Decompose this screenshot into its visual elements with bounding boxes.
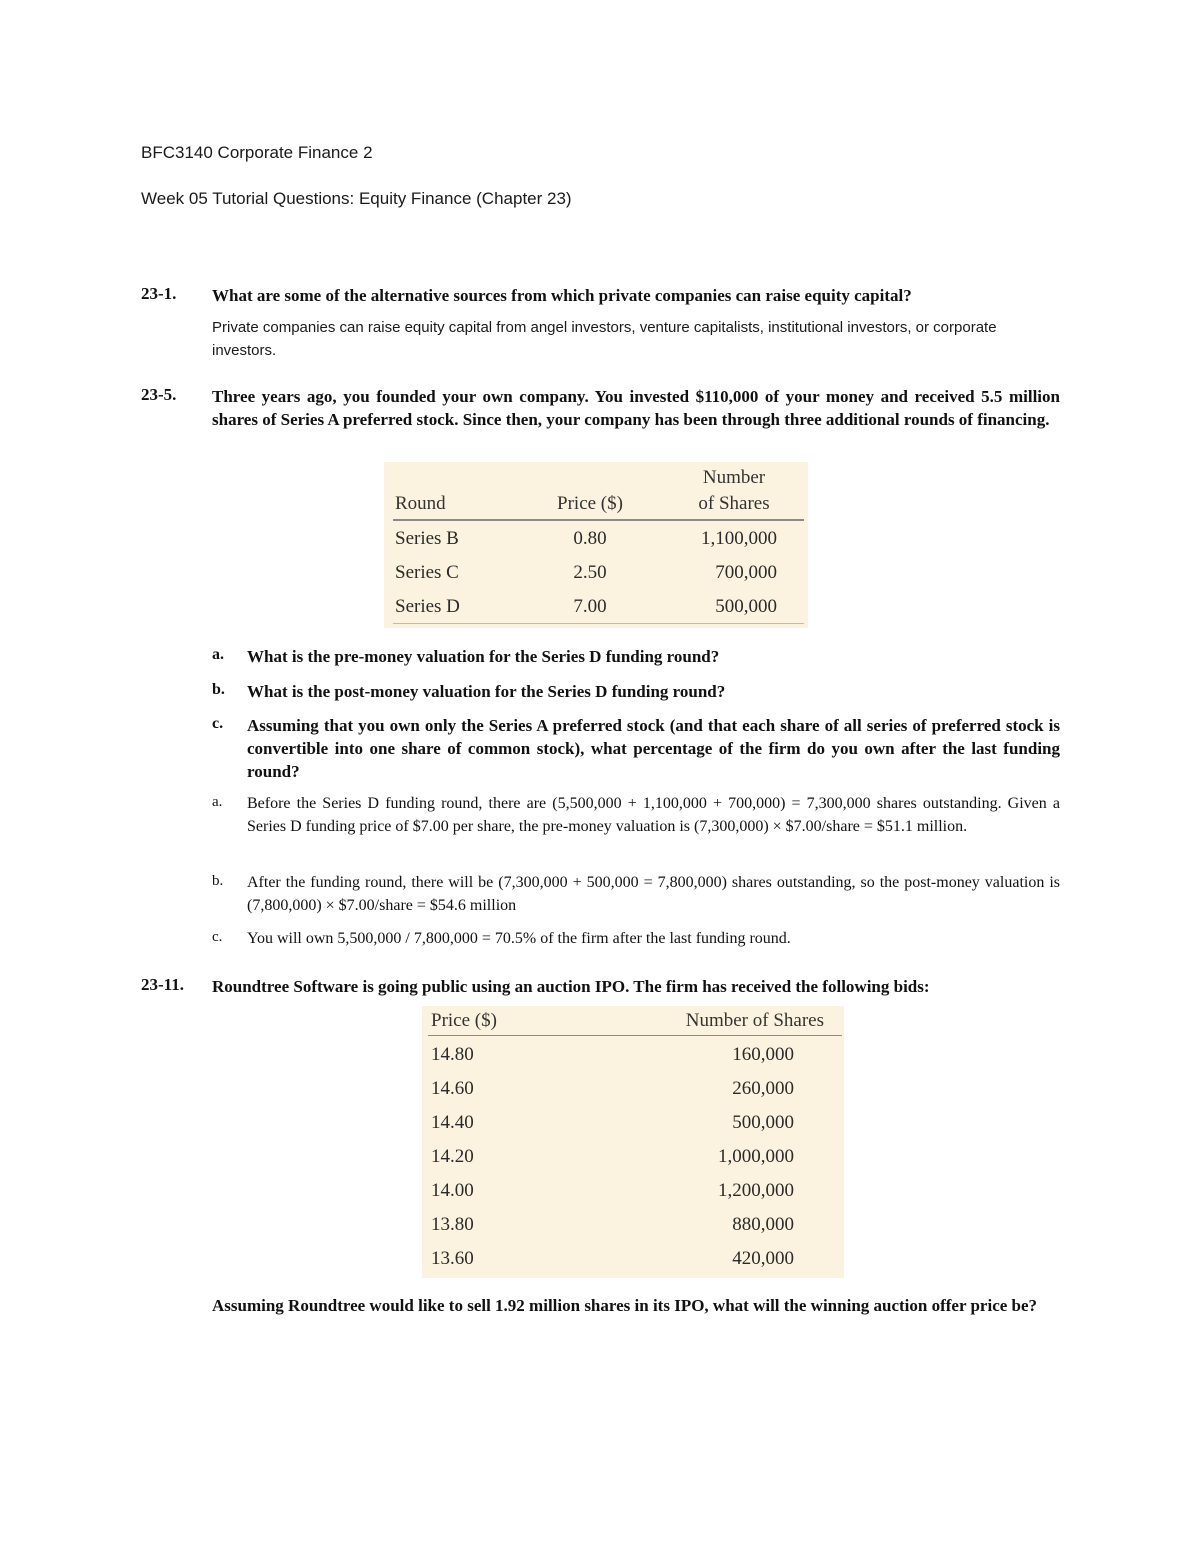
header-shares: Number of Shares	[685, 1010, 824, 1031]
question-23-11-text: Roundtree Software is going public using an auction IPO. The firm has received the following bids:	[212, 977, 930, 996]
row-round: Series D	[395, 596, 460, 617]
row-price: 2.50	[573, 562, 607, 583]
bid-price: 14.80	[431, 1044, 474, 1065]
bid-price: 14.00	[431, 1180, 474, 1201]
answer-c-text: You will own 5,500,000 / 7,800,000 = 70.5% of the firm after the last funding round.	[247, 930, 791, 947]
row-price: 0.80	[573, 528, 607, 549]
course-title: BFC3140 Corporate Finance 2	[141, 143, 373, 162]
bottom-rule	[393, 623, 804, 624]
row-round: Series C	[395, 562, 459, 583]
question-number-23-11: 23-11.	[141, 975, 184, 994]
bid-shares: 880,000	[732, 1214, 794, 1235]
header-rule	[393, 519, 804, 521]
bid-shares: 160,000	[732, 1044, 794, 1065]
question-number-23-5: 23-5.	[141, 385, 177, 404]
financing-rounds-table	[384, 462, 808, 628]
answer-23-1-text: Private companies can raise equity capital from angel investors, venture capitalists, institutional investors, or corporate investors.	[212, 319, 997, 359]
part-a-letter: a.	[212, 646, 224, 663]
header-shares-line1: Number	[702, 467, 766, 488]
part-c-text: Assuming that you own only the Series A preferred stock (and that each share of all series of preferred stock is convertible into one share of common stock), what percentage of the firm do you own after the last funding round?	[247, 716, 1060, 781]
question-23-11-followup: Assuming Roundtree would like to sell 1.92 million shares in its IPO, what will the winning auction offer price be?	[212, 1296, 1038, 1315]
bid-price: 14.60	[431, 1078, 474, 1099]
part-a-text: What is the pre-money valuation for the Series D funding round?	[247, 647, 720, 666]
header-price: Price ($)	[557, 493, 623, 514]
bid-price: 14.20	[431, 1146, 474, 1167]
header-price: Price ($)	[431, 1010, 497, 1031]
bid-shares: 1,200,000	[718, 1180, 794, 1201]
part-c-letter: c.	[212, 715, 224, 732]
row-shares: 500,000	[715, 596, 777, 617]
answer-b-letter: b.	[212, 873, 224, 889]
bid-price: 14.40	[431, 1112, 474, 1133]
header-rule	[428, 1035, 842, 1036]
answer-b-text: After the funding round, there will be (7,300,000 + 500,000 = 7,800,000) shares outstanding, so the post-money valuation is (7,800,000) × $7.00/share = $54.6 million	[247, 874, 1060, 914]
bid-price: 13.80	[431, 1214, 474, 1235]
row-shares: 700,000	[715, 562, 777, 583]
row-shares: 1,100,000	[701, 528, 777, 549]
question-number-23-1: 23-1.	[141, 284, 177, 303]
row-round: Series B	[395, 528, 459, 549]
bid-price: 13.60	[431, 1248, 474, 1269]
question-23-5-text: Three years ago, you founded your own company. You invested $110,000 of your money and received 5.5 million shares of Series A preferred stock. Since then, your company has been through three additional rounds of financing.	[212, 387, 1060, 429]
bid-shares: 420,000	[732, 1248, 794, 1269]
row-price: 7.00	[573, 596, 607, 617]
bid-shares: 500,000	[732, 1112, 794, 1133]
part-b-letter: b.	[212, 681, 225, 698]
week-title: Week 05 Tutorial Questions: Equity Finance (Chapter 23)	[141, 189, 572, 208]
header-shares-line2: of Shares	[698, 493, 770, 514]
question-23-1-text: What are some of the alternative sources from which private companies can raise equity capital?	[212, 286, 912, 305]
answer-a-text: Before the Series D funding round, there are (5,500,000 + 1,100,000 + 700,000) = 7,300,000 shares outstanding. Given a Series D funding price of $7.00 per share, the pre-money valuation is (7,300,000) × $7.00/share = $51.1 million.	[247, 795, 1060, 835]
answer-a-letter: a.	[212, 794, 223, 810]
bid-shares: 1,000,000	[718, 1146, 794, 1167]
auction-bids-table	[422, 1006, 844, 1278]
answer-c-letter: c.	[212, 929, 223, 945]
part-b-text: What is the post-money valuation for the Series D funding round?	[247, 682, 726, 701]
bid-shares: 260,000	[732, 1078, 794, 1099]
header-round: Round	[395, 493, 446, 514]
